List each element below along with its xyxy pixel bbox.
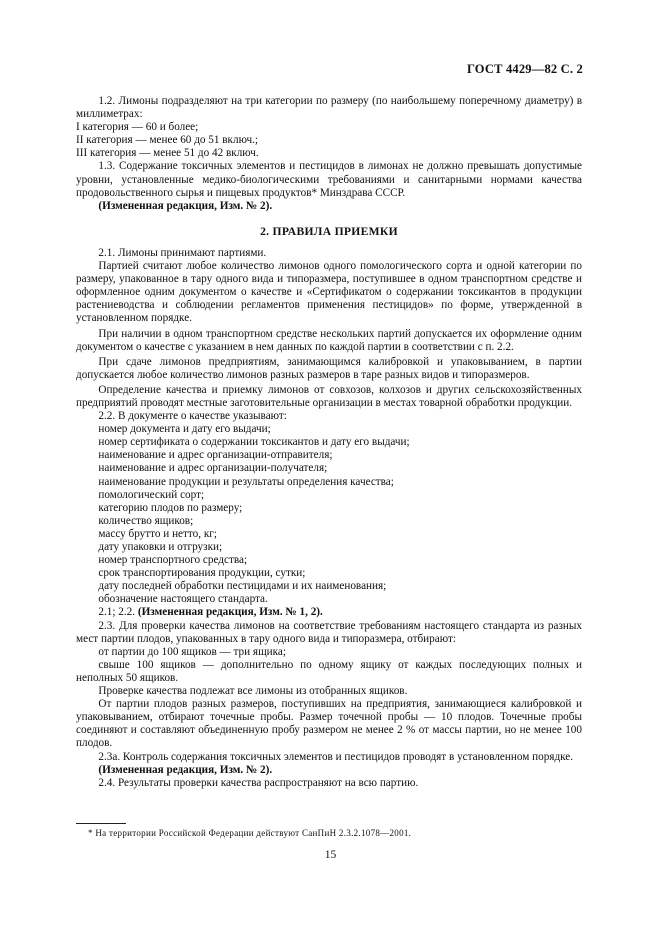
list-item: количество ящиков;: [98, 514, 194, 527]
footnote: * На территории Российской Федерации действуют СанПиН 2.3.2.1078—2001.: [88, 828, 412, 838]
paragraph: От партии плодов разных размеров, поступивших на предприятия, занимающиеся калибровкой и упаковыванием, отбирают точечные пробы. Размер точечной пробы — 10 плодов. Точечные пробы соединяют и составляют объединенную пробу размером не менее 2 % от массы партии, но не менее 100 плодов.: [76, 698, 582, 750]
list-item: от партии до 100 ящиков — три ящика;: [98, 645, 287, 658]
paragraph: 2.3. Для проверки качества лимонов на соответствие требованиям настоящего стандарта из разных мест партии плодов, упакованных в тару одного вида и типоразмера, отбирают:: [76, 619, 582, 645]
paragraph: Партией считают любое количество лимонов одного помологического сорта и одной категории по размеру, упакованное в тару одного вида и типоразмера, поступившее в одном транспортном средстве и оформленное одним документом о качестве и «Сертификатом о содержании токсикантов в продукции растениеводства и соблюдении регламентов применения пестицидов» по форме, утвержденной в установленном порядке.: [76, 260, 582, 325]
page-header: ГОСТ 4429—82 С. 2: [466, 62, 583, 76]
section-title: 2. ПРАВИЛА ПРИЕМКИ: [260, 224, 398, 238]
footnote-divider: [76, 823, 126, 824]
amendment-note: (Измененная редакция, Изм. № 1, 2).: [137, 606, 323, 619]
list-item: дату последней обработки пестицидами и их наименования;: [98, 580, 387, 593]
list-item: срок транспортирования продукции, сутки;: [98, 567, 306, 580]
list-item: дату упаковки и отгрузки;: [98, 541, 223, 553]
list-item: массу брутто и нетто, кг;: [98, 527, 217, 540]
paragraph: 2.2. В документе о качестве указывают:: [98, 410, 287, 423]
paragraph: 2.3а. Контроль содержания токсичных элементов и пестицидов проводят в установленном порядке.: [98, 750, 574, 763]
list-item: свыше 100 ящиков — дополнительно по одному ящику от каждых последующих полных и неполных 50 ящиков.: [76, 658, 582, 684]
list-item: обозначение настоящего стандарта.: [98, 593, 268, 606]
list-item: наименование и адрес организации-получателя;: [98, 462, 328, 475]
paragraph: Определение качества и приемку лимонов от совхозов, колхозов и других сельскохозяйственных предприятий проводят местные заготовительные организации в местах товарной обработки продукции.: [76, 383, 582, 409]
list-item: номер транспортного средства;: [98, 554, 248, 567]
page-number: 15: [324, 849, 337, 861]
list-item: I категория — 60 и более;: [76, 121, 199, 134]
amendment-line: [76, 606, 582, 619]
list-item: номер сертификата о содержании токсикантов и дату его выдачи;: [98, 436, 410, 449]
amendment-note: (Измененная редакция, Изм. № 2).: [98, 199, 273, 212]
list-item: наименование и адрес организации-отправителя;: [98, 449, 333, 462]
paragraph: При наличии в одном транспортном средстве нескольких партий допускается их оформление одним документом о качестве с указанием в нем данных по каждой партии в соответствии с п. 2.2.: [76, 327, 582, 353]
list-item: категорию плодов по размеру;: [98, 501, 243, 514]
clause-reference: 2.1; 2.2.: [98, 606, 136, 619]
paragraph: 2.4. Результаты проверки качества распространяют на всю партию.: [98, 776, 419, 789]
list-item: II категория — менее 60 до 51 включ.;: [76, 134, 259, 147]
list-item: наименование продукции и результаты определения качества;: [98, 475, 394, 488]
paragraph: 1.3. Содержание токсичных элементов и пестицидов в лимонах не должно превышать допустимые уровни, установленные медико-биологическими требованиями и санитарными нормами качества продовольственного сырья и пищевых продуктов* Минздрава СССР.: [76, 160, 582, 199]
list-item: III категория — менее 51 до 42 включ.: [76, 147, 259, 160]
paragraph: Проверке качества подлежат все лимоны из отобранных ящиков.: [98, 685, 408, 698]
list-item: помологический сорт;: [98, 488, 205, 501]
list-item: номер документа и дату его выдачи;: [98, 423, 271, 436]
document-body: [76, 95, 582, 790]
paragraph: 2.1. Лимоны принимают партиями.: [98, 246, 267, 259]
amendment-note: (Измененная редакция, Изм. № 2).: [98, 763, 273, 776]
paragraph: При сдаче лимонов предприятиям, занимающимся калибровкой и упаковыванием, в партии допускается любое количество лимонов разных размеров в таре разных видов и типоразмеров.: [76, 355, 582, 381]
paragraph: 1.2. Лимоны подразделяют на три категории по размеру (по наибольшему поперечному диаметру) в миллиметрах:: [76, 95, 582, 121]
